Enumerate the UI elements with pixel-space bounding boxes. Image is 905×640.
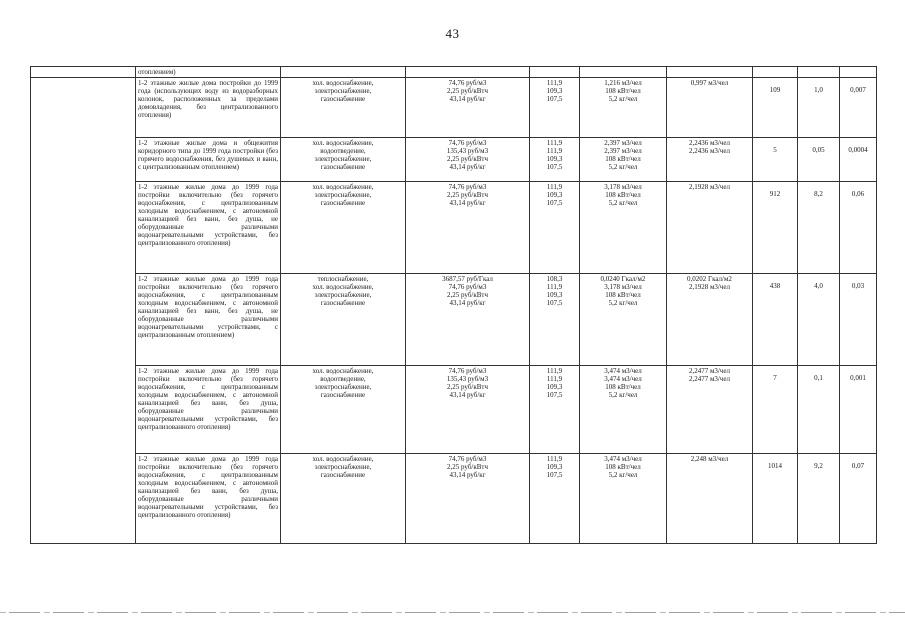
services-cell-line: хол. водоснабжение, [312, 283, 374, 291]
indices-cell-line: 107,5 [546, 163, 563, 171]
tariffs-cell-line: 2,25 руб/кВтч [447, 291, 488, 299]
norms-cell-line: 5,2 кг/чел [608, 391, 638, 399]
share-cell: 1,0 [798, 78, 840, 138]
tariffs-cell-line: 2,25 руб/кВтч [447, 155, 488, 163]
indices-cell-line: 111,9 [546, 183, 563, 191]
impact-cell: 0,06 [840, 182, 877, 274]
norms-cell-line: 108 кВт/чел [605, 87, 641, 95]
norms-cell [580, 454, 667, 544]
count-cell: 912 [753, 182, 798, 274]
norm-total-cell [667, 454, 753, 544]
impact-cell [840, 67, 877, 78]
norms-cell [580, 366, 667, 454]
norms-cell-line: 3,474 м3/чел [604, 367, 642, 375]
share-cell: 4,0 [798, 274, 840, 366]
services-cell [281, 67, 406, 78]
share-cell: 0,1 [798, 366, 840, 454]
indices-cell-line: 107,5 [546, 199, 563, 207]
norms-cell-line: 108 кВт/чел [605, 463, 641, 471]
norms-cell-line: 5,2 кг/чел [608, 471, 638, 479]
impact-cell: 0,03 [840, 274, 877, 366]
indices-cell-line: 111,9 [546, 79, 563, 87]
impact-cell: 0,001 [840, 366, 877, 454]
tariffs-cell-line: 135,43 руб/м3 [446, 147, 489, 155]
housing-description: отоплением) [136, 67, 281, 78]
norms-cell-line: 3,178 м3/чел [604, 183, 642, 191]
share-cell: 0,05 [798, 138, 840, 182]
indices-cell [530, 67, 580, 78]
table-row [31, 182, 877, 274]
norms-cell [580, 138, 667, 182]
services-cell-line: водоотведение, [320, 375, 366, 383]
share-cell: 8,2 [798, 182, 840, 274]
indices-cell [530, 274, 580, 366]
norm-total-cell [667, 67, 753, 78]
tariffs-cell-line: 2,25 руб/кВтч [447, 191, 488, 199]
table-row [31, 274, 877, 366]
group-cell [31, 78, 136, 138]
services-cell-line: водоотведение, [320, 147, 366, 155]
tariffs-cell-line: 2,25 руб/кВтч [447, 463, 488, 471]
norms-cell-line: 0,0240 Гкал/м2 [600, 275, 646, 283]
indices-cell-line: 107,5 [546, 95, 563, 103]
tariffs-cell-line: 43,14 руб/кг [449, 391, 486, 399]
norm-total-cell-line: 0,0202 Гкал/м2 [687, 275, 732, 283]
page-number: 43 [445, 26, 460, 41]
tariffs-cell [406, 274, 530, 366]
group-cell [31, 182, 136, 274]
norms-cell-line: 2,397 м3/чел [604, 139, 642, 147]
impact-cell: 0,007 [840, 78, 877, 138]
count-cell: 7 [753, 366, 798, 454]
norms-cell-line: 108 кВт/чел [605, 155, 641, 163]
norms-cell-line: 5,2 кг/чел [608, 299, 638, 307]
services-cell-line: газоснабжение [320, 95, 366, 103]
norms-cell-line: 108 кВт/чел [605, 291, 641, 299]
scan-border-line [0, 612, 905, 613]
norm-total-cell [667, 78, 753, 138]
norms-cell-line: 3,178 м3/чел [604, 283, 642, 291]
tariffs-cell [406, 454, 530, 544]
indices-cell [530, 182, 580, 274]
indices-cell-line: 109,3 [546, 463, 563, 471]
group-cell [31, 454, 136, 544]
services-cell-line: газоснабжение [320, 163, 366, 171]
tariffs-cell [406, 138, 530, 182]
indices-cell-line: 107,5 [546, 471, 563, 479]
services-cell [281, 454, 406, 544]
norm-total-cell-line: 2,1928 м3/чел [689, 283, 730, 291]
indices-cell-line: 111,9 [546, 455, 563, 463]
tariffs-cell-line: 74,76 руб/м3 [448, 367, 487, 375]
tariffs-cell [406, 366, 530, 454]
housing-description: 1-2 этажные жилые дома до 1999 года постройки включительно (без горячего водоснабжения, с централизованным холодным водоснабжением, с автономной канализацией без ванн, без душа, оборудованные различными водонагревательными устройствами, без централизованного отопления) [136, 454, 281, 544]
norms-cell-line: 108 кВт/чел [605, 191, 641, 199]
indices-cell-line: 109,3 [546, 291, 563, 299]
tariffs-cell [406, 67, 530, 78]
indices-cell-line: 109,3 [546, 87, 563, 95]
housing-description: 1-2 этажные жилые дома до 1999 года постройки включительно (без горячего водоснабжения, с централизованным холодным водоснабжением, с автономной канализацией без ванн, без душа, не оборудованные различными водонагревательными устройствами, с централизованным отоплением) [136, 274, 281, 366]
table-row [31, 78, 877, 138]
norms-cell-line: 5,2 кг/чел [608, 95, 638, 103]
services-cell-line: электроснабжение, [314, 87, 372, 95]
services-cell-line: электроснабжение, [314, 155, 372, 163]
count-cell: 5 [753, 138, 798, 182]
tariffs-cell-line: 3687,57 руб/Гкал [442, 275, 493, 283]
housing-description: 1-2 этажные жилые дома и общежития коридорного типа до 1999 года постройки (без горячего водоснабжения, без душевых и ванн, с централизованным отоплением) [136, 138, 281, 182]
norms-cell-line: 5,2 кг/чел [608, 163, 638, 171]
services-cell-line: электроснабжение, [314, 383, 372, 391]
norm-total-cell-line: 2,2436 м3/чел [689, 139, 730, 147]
services-cell-line: газоснабжение [320, 299, 366, 307]
norm-total-cell [667, 182, 753, 274]
services-cell-line: электроснабжение, [314, 191, 372, 199]
norms-cell [580, 67, 667, 78]
housing-description: 1-2 этажные жилые дома постройки до 1999 года (использующих воду из водоразборных колонок, расположенных за пределами домовладения, без централизованного отопления) [136, 78, 281, 138]
indices-cell-line: 107,5 [546, 391, 563, 399]
indices-cell-line: 109,3 [546, 155, 563, 163]
norm-total-cell-line: 2,2477 м3/чел [689, 367, 730, 375]
norm-total-cell-line: 0,997 м3/чел [690, 79, 729, 87]
tariffs-cell-line: 74,76 руб/м3 [448, 79, 487, 87]
count-cell: 1014 [753, 454, 798, 544]
share-cell: 9,2 [798, 454, 840, 544]
tariffs-cell-line: 43,14 руб/кг [449, 199, 486, 207]
norm-total-cell-line: 2,2436 м3/чел [689, 147, 730, 155]
indices-cell-line: 111,9 [546, 367, 563, 375]
services-cell-line: газоснабжение [320, 471, 366, 479]
housing-description: 1-2 этажные жилые дома до 1999 года постройки включительно (без горячего водоснабжения, с централизованным холодным водоснабжением, с автономной канализацией без ванн, без душа, не оборудованные различными водонагревательными устройствами, без централизованного отопления) [136, 182, 281, 274]
tariffs-cell-line: 43,14 руб/кг [449, 95, 486, 103]
tariffs-cell-line: 2,25 руб/кВтч [447, 87, 488, 95]
norms-cell-line: 1,216 м3/чел [604, 79, 642, 87]
indices-cell-line: 107,5 [546, 299, 563, 307]
indices-cell-line: 111,9 [546, 375, 563, 383]
tariffs-cell-line: 74,76 руб/м3 [448, 139, 487, 147]
services-cell-line: электроснабжение, [314, 291, 372, 299]
norms-cell-line: 108 кВт/чел [605, 383, 641, 391]
indices-cell-line: 111,9 [546, 139, 563, 147]
tariffs-cell-line: 43,14 руб/кг [449, 471, 486, 479]
services-cell [281, 182, 406, 274]
services-cell [281, 78, 406, 138]
services-cell-line: хол. водоснабжение, [312, 367, 374, 375]
services-cell-line: хол. водоснабжение, [312, 79, 374, 87]
services-cell-line: электроснабжение, [314, 463, 372, 471]
impact-cell: 0,0004 [840, 138, 877, 182]
norm-total-cell [667, 274, 753, 366]
indices-cell-line: 111,9 [546, 283, 563, 291]
count-cell: 109 [753, 78, 798, 138]
norms-cell [580, 78, 667, 138]
count-cell [753, 67, 798, 78]
services-cell-line: хол. водоснабжение, [312, 183, 374, 191]
indices-cell [530, 78, 580, 138]
tariffs-cell [406, 182, 530, 274]
norm-total-cell [667, 366, 753, 454]
norms-cell-line: 3,474 м3/чел [604, 455, 642, 463]
table-row [31, 366, 877, 454]
tariffs-cell-line: 74,76 руб/м3 [448, 455, 487, 463]
services-cell-line: газоснабжение [320, 391, 366, 399]
tariffs-cell-line: 2,25 руб/кВтч [447, 383, 488, 391]
services-cell [281, 274, 406, 366]
group-cell [31, 67, 136, 78]
services-cell [281, 138, 406, 182]
impact-cell: 0,07 [840, 454, 877, 544]
group-cell [31, 138, 136, 182]
norm-total-cell-line: 2,2477 м3/чел [689, 375, 730, 383]
indices-cell [530, 366, 580, 454]
norms-cell-line: 3,474 м3/чел [604, 375, 642, 383]
group-cell [31, 274, 136, 366]
indices-cell-line: 111,9 [546, 147, 563, 155]
share-cell [798, 67, 840, 78]
tariffs-cell-line: 43,14 руб/кг [449, 299, 486, 307]
housing-description: 1-2 этажные жилые дома до 1999 года постройки включительно (без горячего водоснабжения, с централизованным холодным водоснабжением, с автономной канализацией без ванн, без душа, оборудованные различными водонагревательными устройствами, без централизованного отопления) [136, 366, 281, 454]
services-cell-line: теплоснабжение, [317, 275, 369, 283]
indices-cell-line: 109,3 [546, 191, 563, 199]
indices-cell [530, 138, 580, 182]
tariff-table [30, 66, 877, 544]
table-row-continuation [31, 67, 877, 78]
norm-total-cell-line: 2,1928 м3/чел [689, 183, 730, 191]
services-cell-line: хол. водоснабжение, [312, 139, 374, 147]
services-cell [281, 366, 406, 454]
count-cell: 438 [753, 274, 798, 366]
tariffs-cell-line: 74,76 руб/м3 [448, 283, 487, 291]
norms-cell-line: 2,397 м3/чел [604, 147, 642, 155]
services-cell-line: газоснабжение [320, 199, 366, 207]
indices-cell-line: 108,3 [546, 275, 563, 283]
tariffs-cell-line: 135,43 руб/м3 [446, 375, 489, 383]
indices-cell-line: 109,3 [546, 383, 563, 391]
tariffs-cell-line: 74,76 руб/м3 [448, 183, 487, 191]
norms-cell-line: 5,2 кг/чел [608, 199, 638, 207]
table-row [31, 138, 877, 182]
norm-total-cell [667, 138, 753, 182]
group-cell [31, 366, 136, 454]
services-cell-line: хол. водоснабжение, [312, 455, 374, 463]
indices-cell [530, 454, 580, 544]
table-row [31, 454, 877, 544]
tariffs-cell-line: 43,14 руб/кг [449, 163, 486, 171]
norms-cell [580, 274, 667, 366]
tariffs-cell [406, 78, 530, 138]
norms-cell [580, 182, 667, 274]
norm-total-cell-line: 2,248 м3/чел [690, 455, 729, 463]
